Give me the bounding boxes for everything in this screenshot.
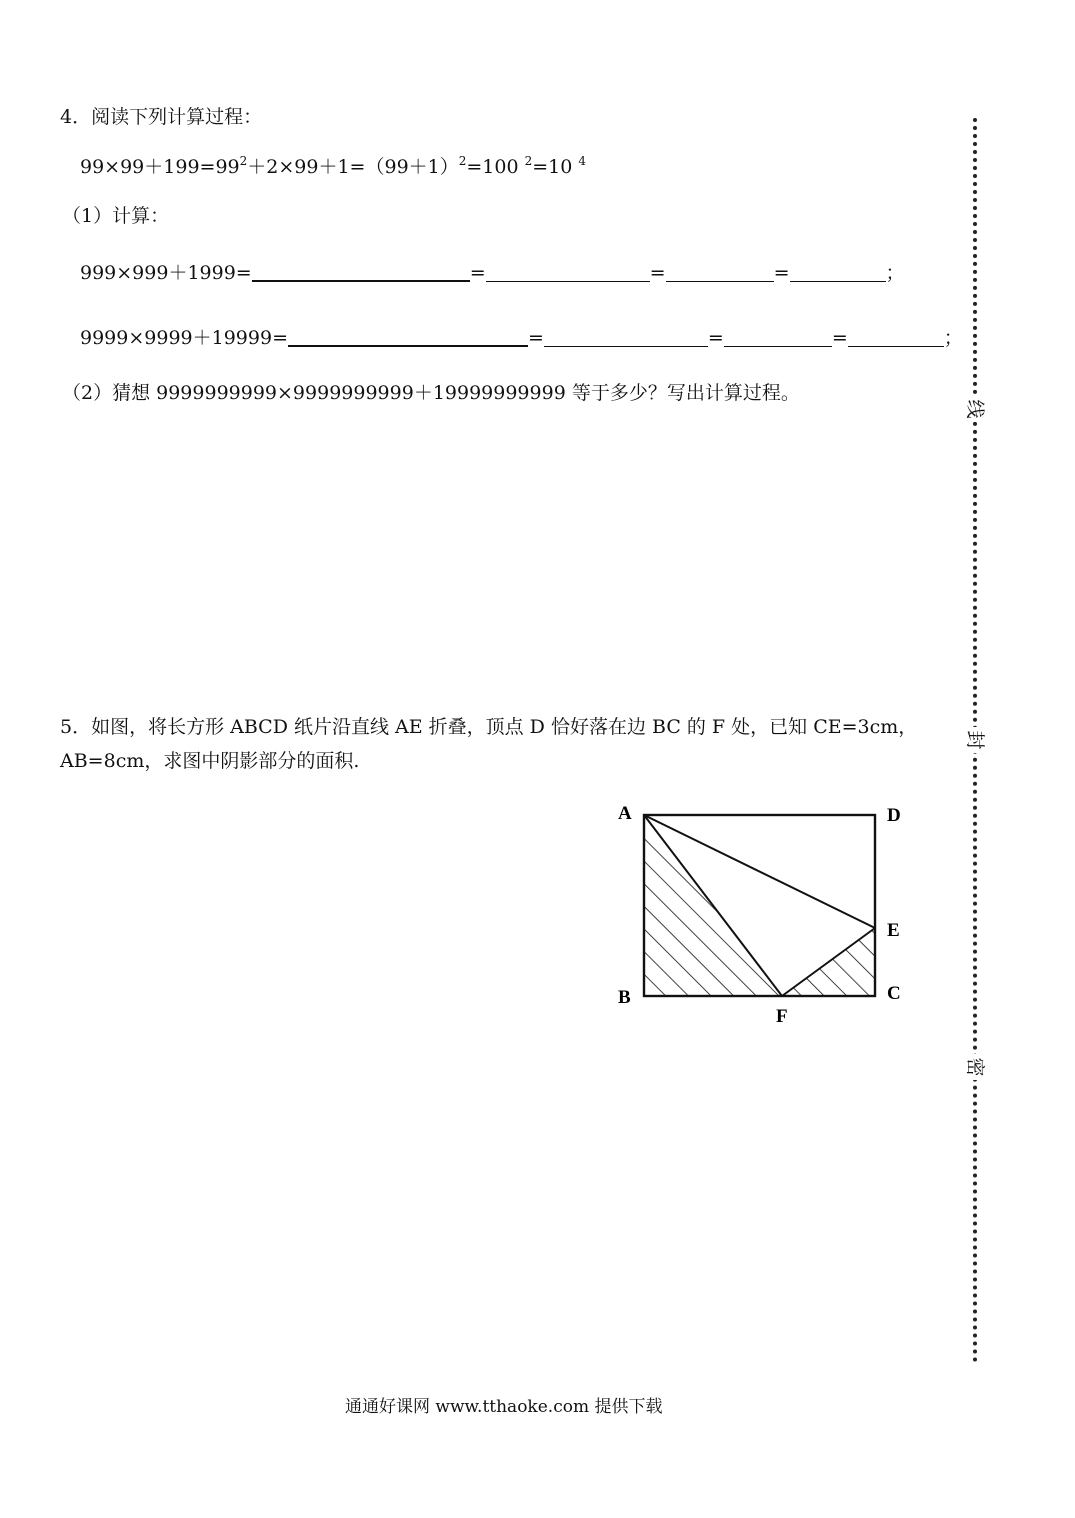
- semicolon: ；: [885, 262, 905, 284]
- equals-sign: =: [707, 327, 724, 349]
- equals-sign: =: [831, 327, 848, 349]
- q4-calc1: [80, 258, 905, 285]
- answer-blank[interactable]: [790, 263, 886, 282]
- binding-mark-line: 线: [962, 396, 988, 422]
- answer-blank[interactable]: [666, 263, 774, 282]
- exponent: 2: [458, 154, 467, 168]
- equals-sign: =: [773, 262, 790, 284]
- label-d: D: [887, 805, 901, 826]
- answer-blank[interactable]: [288, 327, 528, 347]
- footer-credit: 通通好课网 www.tthaoke.com 提供下载: [345, 1397, 663, 1417]
- binding-mark-seal: 封: [962, 727, 988, 753]
- equals-sign: =: [649, 262, 666, 284]
- exponent: 4: [578, 154, 587, 168]
- exponent: 2: [239, 154, 248, 168]
- q4-heading: 4．阅读下列计算过程：: [60, 106, 263, 128]
- q5-line1: 5．如图，将长方形 ABCD 纸片沿直线 AE 折叠，顶点 D 恰好落在边 BC 的 F 处，已知 CE=3cm，: [60, 716, 918, 738]
- label-c: C: [887, 983, 901, 1004]
- answer-blank[interactable]: [848, 328, 944, 347]
- calc1-lhs: 999×999＋1999=: [80, 262, 252, 284]
- calc2-lhs: 9999×9999＋19999=: [80, 327, 288, 349]
- label-b: B: [618, 987, 631, 1008]
- q4-part2: （2）猜想 9999999999×9999999999＋19999999999 等于多少？写出计算过程。: [62, 382, 800, 404]
- equals-sign: =: [469, 262, 486, 284]
- folded-rectangle-figure: [600, 795, 920, 1035]
- q4-calc2: [80, 323, 963, 350]
- answer-blank[interactable]: [252, 262, 470, 282]
- answer-blank[interactable]: [724, 328, 832, 347]
- label-e: E: [887, 920, 900, 941]
- semicolon: ；: [943, 327, 963, 349]
- label-f: F: [776, 1006, 788, 1027]
- label-a: A: [618, 803, 632, 824]
- q4-part1-label: （1）计算：: [62, 205, 170, 227]
- example-part: =10: [532, 156, 579, 178]
- example-part: =100: [466, 156, 525, 178]
- example-part: 99×99＋199=99: [80, 156, 240, 178]
- example-part: ＋2×99＋1=（99＋1）: [247, 156, 459, 178]
- equals-sign: =: [528, 327, 544, 349]
- answer-blank[interactable]: [486, 263, 650, 282]
- exponent: 2: [524, 154, 533, 168]
- binding-mark-secret: 密: [962, 1054, 988, 1080]
- q4-example: [80, 152, 586, 179]
- q5-line2: AB=8cm，求图中阴影部分的面积.: [60, 750, 360, 772]
- answer-blank[interactable]: [544, 328, 708, 347]
